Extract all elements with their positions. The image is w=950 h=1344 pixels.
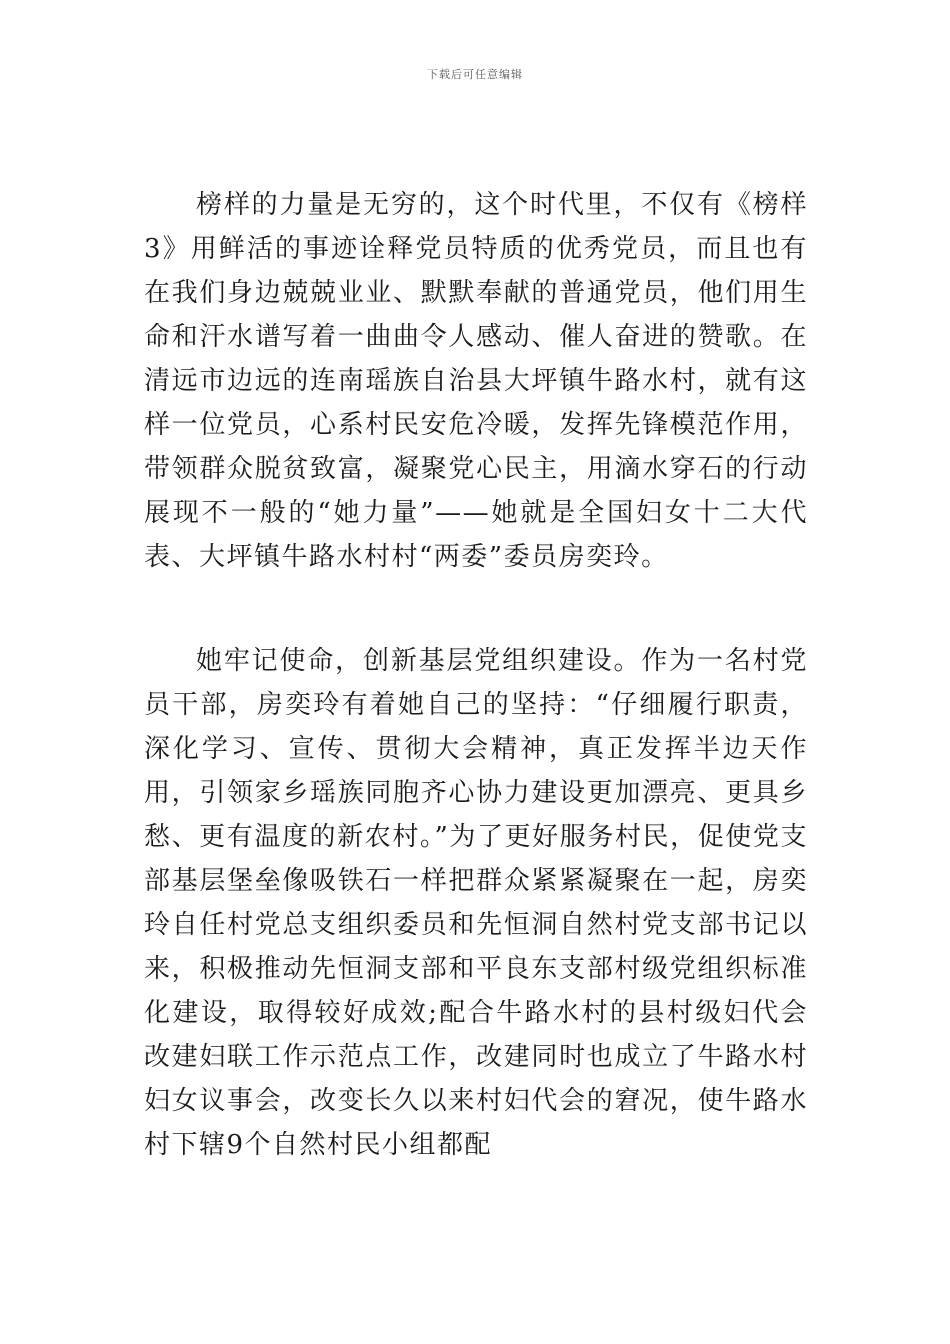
- document-body: [144, 183, 808, 1167]
- page-header-note: 下载后可任意编辑: [427, 68, 523, 81]
- paragraph-1: 榜样的力量是无穷的，这个时代里，不仅有《榜样3》用鲜活的事迹诠释党员特质的优秀党员，而且也有在我们身边兢兢业业、默默奉献的普通党员，他们用生命和汗水谱写着一曲曲令人感动、催人奋进的赞歌。在清远市边远的连南瑶族自治县大坪镇牛路水村，就有这样一位党员，心系村民安危冷暖，发挥先锋模范作用，带领群众脱贫致富，凝聚党心民主，用滴水穿石的行动展现不一般的“她力量”——她就是全国妇女十二大代表、大坪镇牛路水村村“两委”委员房奕玲。: [144, 190, 808, 572]
- paragraph-2: 她牢记使命，创新基层党组织建设。作为一名村党员干部，房奕玲有着她自己的坚持：“仔细履行职责，深化学习、宣传、贯彻大会精神，真正发挥半边天作用，引领家乡瑶族同胞齐心协力建设更加漂亮、更具乡愁、更有温度的新农村。”为了更好服务村民，促使党支部基层堡垒像吸铁石一样把群众紧紧凝聚在一起，房奕玲自任村党总支组织委员和先恒洞自然村党支部书记以来，积极推动先恒洞支部和平良东支部村级党组织标准化建设，取得较好成效;配合牛路水村的县村级妇代会改建妇联工作示范点工作，改建同时也成立了牛路水村妇女议事会，改变长久以来村妇代会的窘况，使牛路水村下辖9个自然村民小组都配: [144, 646, 808, 1160]
